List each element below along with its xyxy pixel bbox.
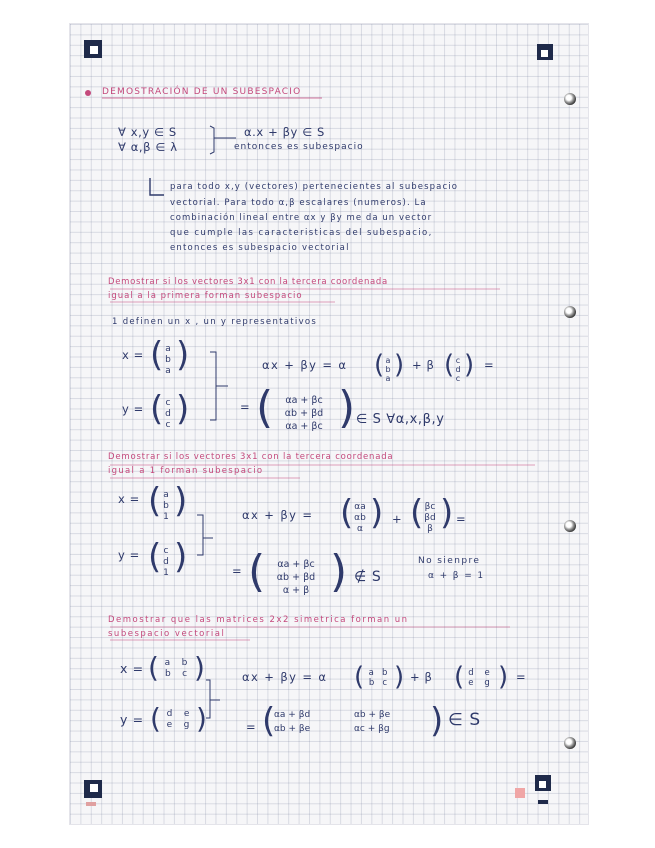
matrix-entry: g bbox=[484, 678, 490, 688]
section-heading: igual a 1 forman subespacio bbox=[108, 466, 264, 476]
x-label: x = bbox=[118, 492, 140, 506]
vector-entry: b bbox=[385, 365, 391, 374]
vector-entry: b bbox=[163, 501, 169, 511]
matrix-entry: b bbox=[368, 678, 375, 688]
vector-entry: αb bbox=[354, 513, 366, 523]
page-title: DEMOSTRACIÓN DE UN SUBESPACIO bbox=[102, 87, 302, 97]
definition-text: 1 definen un x , un y representativos bbox=[112, 317, 318, 327]
left-paren: ( bbox=[150, 389, 164, 429]
vector-entry: a bbox=[165, 366, 171, 376]
matrix-x bbox=[362, 668, 394, 688]
matrix-entry: e bbox=[484, 668, 490, 678]
right-paren: ) bbox=[430, 701, 444, 741]
vector-entry: c bbox=[165, 398, 171, 408]
combination-statement: α.x + βy ∈ S bbox=[244, 125, 325, 139]
quantifier-scalars: ∀ α,β ∈ λ bbox=[118, 140, 178, 154]
pink-mark bbox=[86, 802, 96, 806]
right-paren: ) bbox=[196, 702, 207, 735]
left-paren: ( bbox=[150, 702, 161, 735]
vector-x bbox=[159, 490, 173, 523]
section-heading: Demostrar si los vectores 3x1 con la tercera coordenada bbox=[108, 452, 394, 462]
vector-x bbox=[382, 356, 394, 383]
right-paren: ) bbox=[394, 662, 405, 692]
matrix-entry: αb + βe bbox=[274, 724, 311, 734]
matrix-entry: b bbox=[381, 668, 388, 678]
right-paren: ) bbox=[464, 350, 475, 380]
matrix-entry: e bbox=[166, 720, 173, 730]
x-label: x = bbox=[122, 348, 144, 362]
vector-entry: 1 bbox=[163, 568, 169, 578]
right-paren: ) bbox=[194, 651, 205, 684]
vector-entry: a bbox=[385, 374, 391, 383]
paragraph-line: que cumple las caracteristicas del subespacio, bbox=[170, 228, 433, 238]
right-paren: ) bbox=[176, 335, 190, 375]
corner-mark-icon bbox=[537, 44, 553, 60]
matrix-entry: c bbox=[382, 678, 388, 688]
vector-entry: a bbox=[163, 490, 169, 500]
vector-entry: c bbox=[455, 374, 461, 383]
vector-y bbox=[452, 356, 464, 383]
right-paren: ) bbox=[498, 662, 509, 692]
corner-tick bbox=[538, 800, 548, 804]
bullet-icon bbox=[85, 90, 91, 96]
left-paren: ( bbox=[444, 350, 455, 380]
paragraph-line: para todo x,y (vectores) pertenecientes al subespacio bbox=[170, 182, 458, 192]
left-paren: ( bbox=[340, 493, 354, 533]
counterexample-note: No sienpre bbox=[418, 556, 481, 566]
matrix-y bbox=[462, 668, 496, 688]
vector-entry: d bbox=[455, 365, 461, 374]
matrix-entry: αb + βe bbox=[354, 710, 391, 720]
matrix-entry: c bbox=[182, 669, 188, 679]
left-paren: ( bbox=[262, 701, 276, 741]
linear-combination: αx + βy = bbox=[242, 508, 314, 522]
vector-entry: a bbox=[385, 356, 391, 365]
membership-statement: ∉ S bbox=[354, 569, 382, 585]
corner-mark-icon bbox=[84, 780, 102, 798]
punch-hole-icon bbox=[564, 93, 576, 105]
left-paren: ( bbox=[148, 481, 162, 521]
matrix-entry: d bbox=[468, 668, 474, 678]
section-heading: Demostrar si los vectores 3x1 con la tercera coordenada bbox=[108, 277, 388, 287]
y-label: y = bbox=[120, 712, 144, 727]
plus-beta: + β bbox=[410, 670, 433, 684]
equals-sign: = bbox=[516, 670, 527, 684]
matrix-entry: αa + βd bbox=[274, 710, 311, 720]
right-paren: ) bbox=[174, 481, 188, 521]
conclusion-text: entonces es subespacio bbox=[234, 142, 364, 152]
matrix-entry: g bbox=[183, 720, 190, 730]
condition-note: α + β = 1 bbox=[428, 571, 485, 581]
matrix-entry: b bbox=[181, 658, 188, 668]
right-paren: ) bbox=[176, 389, 190, 429]
left-paren: ( bbox=[374, 350, 385, 380]
result-vector bbox=[272, 394, 336, 433]
result-matrix bbox=[274, 708, 434, 736]
brace bbox=[210, 352, 216, 420]
right-paren: ) bbox=[330, 546, 348, 597]
scaled-vector-x bbox=[350, 502, 370, 535]
paragraph-line: combinación lineal entre αx y βy me da un vector bbox=[170, 213, 433, 223]
left-paren: ( bbox=[148, 651, 159, 684]
brace bbox=[197, 515, 203, 555]
vector-entry: βc bbox=[424, 502, 436, 512]
y-label: y = bbox=[118, 548, 140, 562]
section-heading: subespacio vectorial bbox=[108, 629, 226, 639]
vector-entry: d bbox=[163, 557, 169, 567]
section-heading: igual a la primera forman subespacio bbox=[108, 291, 303, 301]
vector-entry: α bbox=[357, 524, 363, 534]
equals-sign: = bbox=[232, 564, 243, 578]
result-entry: αa + βc bbox=[277, 559, 315, 570]
result-entry: αa + βc bbox=[285, 421, 323, 432]
matrix-y bbox=[160, 709, 196, 731]
punch-hole-icon bbox=[564, 306, 576, 318]
matrix-entry: b bbox=[164, 669, 171, 679]
right-paren: ) bbox=[338, 382, 356, 433]
vector-x bbox=[161, 344, 175, 377]
matrix-entry: e bbox=[183, 709, 190, 719]
matrix-x bbox=[158, 658, 194, 680]
left-paren: ( bbox=[148, 537, 162, 577]
punch-hole-icon bbox=[564, 737, 576, 749]
right-paren: ) bbox=[394, 350, 405, 380]
scaled-vector-y bbox=[420, 502, 440, 535]
matrix-entry: e bbox=[468, 678, 474, 688]
left-paren: ( bbox=[410, 493, 424, 533]
result-entry: αa + βc bbox=[285, 395, 323, 406]
x-label: x = bbox=[120, 661, 144, 676]
right-paren: ) bbox=[370, 493, 384, 533]
membership-statement: ∈ S ∀α,x,β,y bbox=[356, 412, 445, 427]
corner-mark-icon bbox=[535, 775, 551, 791]
result-vector bbox=[264, 558, 328, 597]
vector-entry: 1 bbox=[163, 512, 169, 522]
equals-sign: = bbox=[484, 358, 495, 372]
brace bbox=[210, 126, 214, 154]
plus-beta: + β bbox=[412, 358, 435, 372]
linear-combination: αx + βy = α bbox=[262, 358, 348, 372]
equals-sign: = bbox=[456, 512, 467, 526]
vector-entry: αa bbox=[354, 502, 366, 512]
result-entry: αb + βd bbox=[276, 572, 316, 583]
vector-y bbox=[161, 398, 175, 431]
corner-arrow bbox=[150, 178, 164, 195]
vector-y bbox=[159, 546, 173, 579]
left-paren: ( bbox=[150, 335, 164, 375]
vector-entry: b bbox=[165, 355, 171, 365]
corner-mark-icon bbox=[84, 40, 102, 58]
vector-entry: β bbox=[427, 524, 433, 534]
vector-entry: c bbox=[455, 356, 461, 365]
paragraph-line: entonces es subespacio vectorial bbox=[170, 243, 350, 253]
vector-entry: c bbox=[163, 546, 169, 556]
right-paren: ) bbox=[440, 493, 454, 533]
equals-sign: = bbox=[246, 720, 257, 734]
section-heading: Demostrar que las matrices 2x2 simetrica forman un bbox=[108, 615, 409, 625]
pink-square bbox=[515, 788, 525, 798]
vector-entry: βd bbox=[424, 513, 436, 523]
left-paren: ( bbox=[256, 382, 274, 433]
right-paren: ) bbox=[174, 537, 188, 577]
matrix-entry: a bbox=[368, 668, 374, 678]
plus-sign: + bbox=[392, 512, 403, 526]
left-paren: ( bbox=[354, 662, 365, 692]
left-paren: ( bbox=[454, 662, 465, 692]
matrix-entry: αc + βg bbox=[354, 724, 390, 734]
quantifier-vectors: ∀ x,y ∈ S bbox=[118, 125, 177, 139]
vector-entry: c bbox=[165, 420, 171, 430]
linear-combination: αx + βy = α bbox=[242, 670, 328, 684]
y-label: y = bbox=[122, 402, 144, 416]
matrix-entry: a bbox=[164, 658, 171, 668]
result-entry: αb + βd bbox=[284, 408, 324, 419]
membership-statement: ∈ S bbox=[448, 710, 481, 730]
punch-hole-icon bbox=[564, 520, 576, 532]
paragraph-line: vectorial. Para todo α,β escalares (numeros). La bbox=[170, 198, 427, 208]
result-entry: α + β bbox=[282, 585, 310, 596]
equals-sign: = bbox=[240, 400, 251, 414]
vector-entry: d bbox=[165, 409, 171, 419]
matrix-entry: d bbox=[166, 709, 173, 719]
vector-entry: a bbox=[165, 344, 171, 354]
left-paren: ( bbox=[248, 546, 266, 597]
